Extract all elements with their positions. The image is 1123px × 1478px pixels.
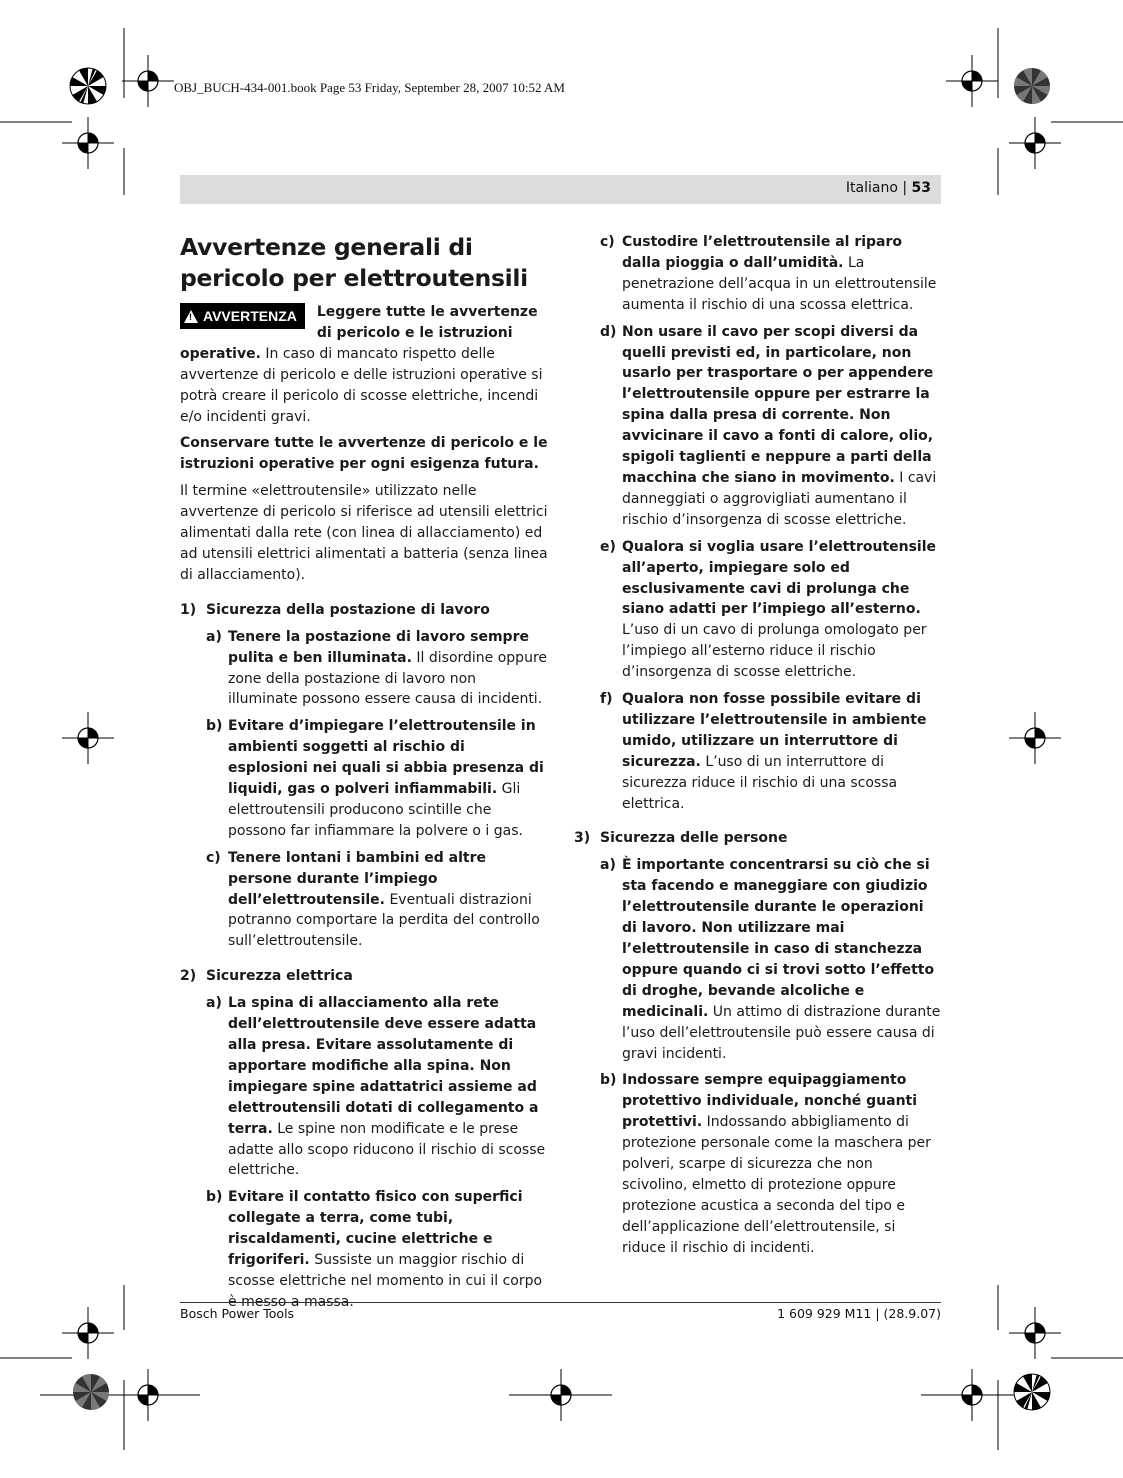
footer-doc-ref: 1 609 929 M11 | (28.9.07): [777, 1306, 941, 1321]
page-number: 53: [911, 180, 931, 196]
warning-triangle-icon: [184, 310, 198, 323]
item-letter: d): [600, 323, 617, 340]
left-column: [180, 232, 548, 1319]
item-text: Indossando abbigliamento di protezione personale come la maschera per polveri, scarpe di sicurezza che non scivolino, elmetto di protezione oppure protezione acustica a seconda del tipo e dell’applicazione dell’elettroutensile, si riduce il rischio di incidenti.: [622, 1114, 931, 1256]
item-letter: a): [206, 995, 222, 1012]
warning-text: In caso di mancato rispetto delle avvertenze di pericolo e delle istruzioni operative si potrà creare il pericolo di scosse elettriche, incendi e/o incidenti gravi.: [180, 345, 543, 425]
section-number: 3): [574, 830, 591, 847]
item-bold: Custodire l’elettroutensile al riparo dalla pioggia o dall’umidità.: [622, 234, 903, 271]
item-bold: Indossare sempre equipaggiamento protettivo individuale, nonché guanti protettivi.: [622, 1072, 918, 1131]
item-text: Gli elettroutensili producono scintille che possono far infiammare la polvere o i gas.: [228, 781, 523, 839]
warning-badge-label: AVVERTENZA: [203, 308, 297, 324]
header-language: Italiano: [845, 180, 898, 196]
list-item: [206, 627, 548, 711]
list-item: [206, 848, 548, 953]
section-3-heading: [574, 828, 942, 849]
list-item: [600, 232, 942, 316]
item-letter: b): [206, 1189, 223, 1206]
list-item: [206, 716, 548, 841]
keep-note: Conservare tutte le avvertenze di pericolo e le istruzioni operative per ogni esigenza futura.: [180, 435, 548, 473]
item-letter: f): [600, 691, 613, 708]
page-header: [180, 175, 941, 204]
list-item: [600, 1070, 942, 1258]
section-number: 2): [180, 968, 197, 985]
list-item: [600, 855, 942, 1064]
header-text: [846, 180, 931, 196]
item-bold: Qualora non fosse possibile evitare di utilizzare l’elettroutensile in ambiente umido, utilizzare un interruttore di sicurezza.: [622, 691, 927, 770]
item-bold: Evitare d’impiegare l’elettroutensile in ambienti soggetti al rischio di esplosioni nei quali si abbia presenza di liquidi, gas o polveri infiammabili.: [228, 718, 544, 798]
right-column: [574, 232, 942, 1265]
item-letter: a): [206, 628, 222, 645]
section-title: Sicurezza della postazione di lavoro: [206, 601, 490, 618]
item-letter: a): [600, 857, 616, 874]
footer-brand: Bosch Power Tools: [180, 1306, 295, 1321]
item-text: L’uso di un interruttore di sicurezza riduce il rischio di una scossa elettrica.: [622, 753, 898, 812]
list-item: [600, 322, 942, 531]
item-letter: b): [600, 1072, 617, 1089]
section-title: Sicurezza delle persone: [600, 830, 788, 847]
warning-block: [180, 302, 548, 427]
item-letter: b): [206, 718, 223, 735]
footer-rule: [180, 1302, 941, 1303]
item-text: L’uso di un cavo di prolunga omologato per l’impiego all’esterno riduce il rischio d’insorgenza di scosse elettriche.: [622, 622, 927, 681]
list-item: [206, 1187, 548, 1312]
item-bold: Non usare il cavo per scopi diversi da quelli previsti ed, in particolare, non usarlo per trasportare o per appendere l’elettroutensile oppure per estrarre la spina dalla presa di corrente. Non avvicinare il cavo a fonti di calore, olio, spigoli taglienti e neppure a parti della macchina che siano in movimento.: [622, 323, 934, 486]
item-text: Sussiste un maggior rischio di scosse elettriche nel momento in cui il corpo è messo a massa.: [228, 1252, 543, 1310]
item-bold: Tenere la postazione di lavoro sempre pulita e ben illuminata.: [228, 628, 529, 666]
section-title: Sicurezza elettrica: [206, 968, 353, 985]
item-text: Il disordine oppure zone della postazione di lavoro non illuminate possono essere causa di incidenti.: [228, 649, 548, 708]
item-text: I cavi danneggiati o aggrovigliati aumentano il rischio d’insorgenza di scosse elettriche.: [622, 469, 937, 528]
list-item: [600, 689, 942, 814]
section-1-heading: [180, 600, 548, 621]
item-text: Le spine non modificate e le prese adatte allo scopo riducono il rischio di scosse elettriche.: [228, 1120, 546, 1179]
print-slug: OBJ_BUCH-434-001.book Page 53 Friday, September 28, 2007 10:52 AM: [174, 80, 565, 95]
item-text: La penetrazione dell’acqua in un elettroutensile aumenta il rischio di una scossa elettrica.: [622, 254, 937, 313]
item-letter: c): [206, 849, 221, 866]
item-letter: e): [600, 538, 616, 555]
warning-badge: [180, 303, 305, 329]
item-bold: Tenere lontani i bambini ed altre persone durante l’impiego dell’elettroutensile.: [228, 849, 487, 908]
item-bold: È importante concentrarsi su ciò che si sta facendo e maneggiare con giudizio l’elettroutensile durante le operazioni di lavoro. Non utilizzare mai l’elettroutensile in caso di stanchezza oppure quando ci si trovi sotto l’effetto di droghe, bevande alcoliche e medicinali.: [622, 857, 935, 1020]
definition: Il termine «elettroutensile» utilizzato nelle avvertenze di pericolo si riferisce ad utensili elettrici alimentati dalla rete (con linea di allacciamento) ed ad utensili elettrici alimentati a batteria (senza linea di allacciamento).: [180, 483, 548, 583]
list-item: [206, 993, 548, 1181]
warning-bold: Leggere tutte le avvertenze di pericolo e le istruzioni operative.: [180, 304, 538, 362]
list-item: [600, 537, 942, 683]
section-2-heading: [180, 966, 548, 987]
section-number: 1): [180, 601, 197, 618]
item-bold: Qualora si voglia usare l’elettroutensile all’aperto, impiegare solo ed esclusivamente cavi di prolunga che siano adatti per l’impiego all’esterno.: [622, 538, 937, 618]
item-bold: Evitare il contatto fisico con superfici collegate a terra, come tubi, riscaldamenti, cucine elettriche e frigoriferi.: [228, 1189, 523, 1269]
page-title: Avvertenze generali di pericolo per elettroutensili: [180, 233, 528, 292]
item-text: Un attimo di distrazione durante l’uso dell’elettroutensile può essere causa di gravi incidenti.: [622, 1003, 941, 1062]
item-bold: La spina di allacciamento alla rete dell’elettroutensile deve essere adatta alla presa. Evitare assolutamente di apportare modifiche alla spina. Non impiegare spine adattatrici assieme ad elettroutensili dotati di collegamento a terra.: [228, 995, 539, 1137]
item-text: Eventuali distrazioni potranno comportare la perdita del controllo sull’elettroutensile.: [228, 891, 540, 950]
item-letter: c): [600, 234, 615, 250]
header-separator: |: [902, 180, 908, 196]
